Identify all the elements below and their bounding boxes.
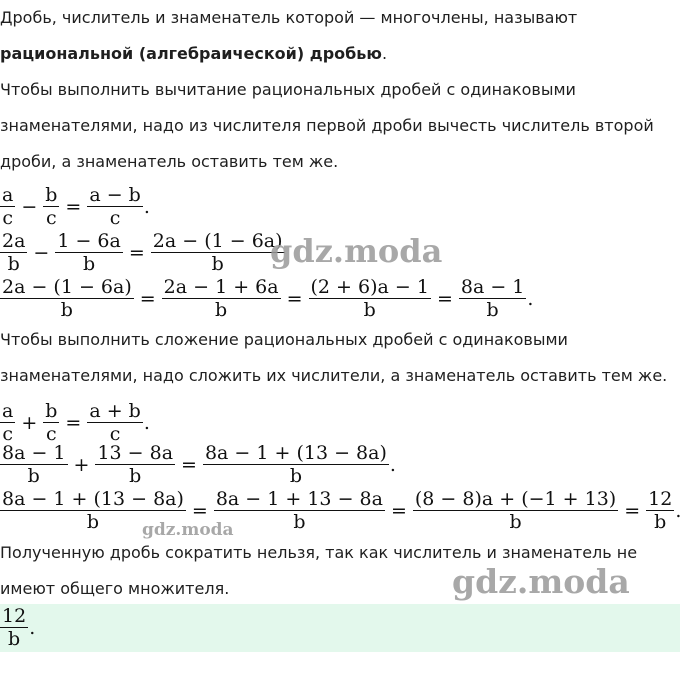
fraction [0, 184, 15, 229]
period: . [389, 453, 396, 476]
period: . [143, 411, 150, 434]
watermark: gdz.moda [452, 562, 630, 601]
numerator: 8a − 1 + 13 − 8a [215, 488, 383, 510]
numerator: 8a − 1 + (13 − 8a) [204, 442, 387, 464]
numerator: 8a − 1 [460, 276, 525, 298]
period: . [527, 287, 534, 310]
denominator: b [289, 465, 302, 487]
operator: = [65, 195, 82, 218]
numerator: (2 + 6)a − 1 [310, 276, 429, 298]
fraction [646, 488, 674, 533]
formula-addition-rule [0, 400, 150, 445]
formula-addition-step-2 [0, 488, 681, 533]
denominator: b [215, 299, 228, 321]
fraction [43, 184, 59, 229]
numerator: 1 − 6a [57, 230, 121, 252]
numerator: a + b [89, 400, 141, 422]
definition-line-2 [0, 44, 387, 63]
formula-subtraction-step-2 [0, 276, 533, 321]
denominator: c [46, 207, 57, 229]
denominator: b [60, 299, 73, 321]
denominator: b [363, 299, 376, 321]
operator: + [21, 411, 38, 434]
operator: = [139, 287, 156, 310]
denominator: b [7, 253, 20, 275]
watermark: gdz.moda [142, 520, 234, 540]
fraction [0, 605, 28, 650]
denominator: b [83, 253, 96, 275]
fraction [413, 488, 618, 533]
denominator: b [86, 511, 100, 533]
rule-sub-line-2: знаменателями, надо из числителя первой дроби вычесть числитель второй [0, 116, 654, 135]
conclusion-line-2: имеют общего множителя. [0, 579, 230, 598]
operator: = [65, 411, 82, 434]
operator: = [128, 241, 145, 264]
rule-sub-line-1: Чтобы выполнить вычитание рациональных дробей с одинаковыми [0, 80, 576, 99]
answer-formula [0, 605, 35, 650]
conclusion-line-1: Полученную дробь сократить нельзя, так как числитель и знаменатель не [0, 543, 638, 562]
period: . [29, 616, 36, 639]
numerator: 8a − 1 + (13 − 8a) [2, 488, 184, 510]
operator: = [181, 453, 197, 476]
denominator: b [509, 511, 522, 533]
fraction [95, 442, 175, 487]
formula-addition-step-1 [0, 442, 396, 487]
watermark: gdz.moda [270, 232, 443, 270]
rule-add-line-2: знаменателями, надо сложить их числители, а знаменатель оставить тем же. [0, 366, 668, 385]
denominator: b [8, 628, 21, 650]
numerator: b [45, 184, 58, 206]
operator: = [624, 499, 641, 522]
fraction [459, 276, 527, 321]
numerator: 2a − (1 − 6a) [2, 276, 132, 298]
numerator: 2a [2, 230, 26, 252]
fraction [87, 184, 143, 229]
denominator: b [27, 465, 40, 487]
fraction [151, 230, 285, 275]
numerator: a − b [89, 184, 141, 206]
operator: = [390, 499, 407, 522]
fraction [162, 276, 281, 321]
fraction [0, 230, 27, 275]
denominator: c [2, 207, 13, 229]
numerator: 12 [2, 605, 27, 627]
operator: = [436, 287, 453, 310]
fraction [55, 230, 123, 275]
fraction [0, 400, 15, 445]
denominator: c [2, 423, 13, 445]
numerator: b [45, 400, 58, 422]
operator: = [191, 499, 208, 522]
numerator: 2a − 1 + 6a [163, 276, 279, 298]
numerator: a [2, 184, 14, 206]
definition-line-1: Дробь, числитель и знаменатель которой — многочлены, называют [0, 8, 578, 27]
rule-add-line-1: Чтобы выполнить сложение рациональных дробей с одинаковыми [0, 330, 568, 349]
term-bold: рациональной (алгебраической) дробью [0, 44, 382, 63]
fraction [203, 442, 389, 487]
fraction [0, 442, 68, 487]
denominator: b [654, 511, 667, 533]
fraction [309, 276, 431, 321]
denominator: b [129, 465, 142, 487]
formula-subtraction-rule [0, 184, 150, 229]
fraction [43, 400, 59, 445]
denominator: b [486, 299, 499, 321]
formula-subtraction-step-1 [0, 230, 285, 275]
numerator: 2a − (1 − 6a) [152, 230, 283, 252]
operator: − [21, 195, 38, 218]
operator: + [73, 453, 90, 476]
numerator: 12 [648, 488, 673, 510]
denominator: b [293, 511, 306, 533]
operator: = [286, 287, 303, 310]
denominator: b [211, 253, 224, 275]
answer-box [0, 604, 680, 652]
numerator: 13 − 8a [97, 442, 174, 464]
numerator: 8a − 1 [2, 442, 66, 464]
numerator: (8 − 8)a + (−1 + 13) [414, 488, 617, 510]
period: . [675, 499, 681, 522]
rule-sub-line-3: дроби, а знаменатель оставить тем же. [0, 152, 339, 171]
fraction [214, 488, 385, 533]
definition-period: . [381, 44, 388, 63]
denominator: c [46, 423, 57, 445]
period: . [143, 195, 150, 218]
denominator: c [109, 207, 121, 229]
fraction [0, 276, 134, 321]
fraction [87, 400, 143, 445]
numerator: a [2, 400, 14, 422]
operator: − [33, 241, 50, 264]
denominator: c [109, 423, 121, 445]
